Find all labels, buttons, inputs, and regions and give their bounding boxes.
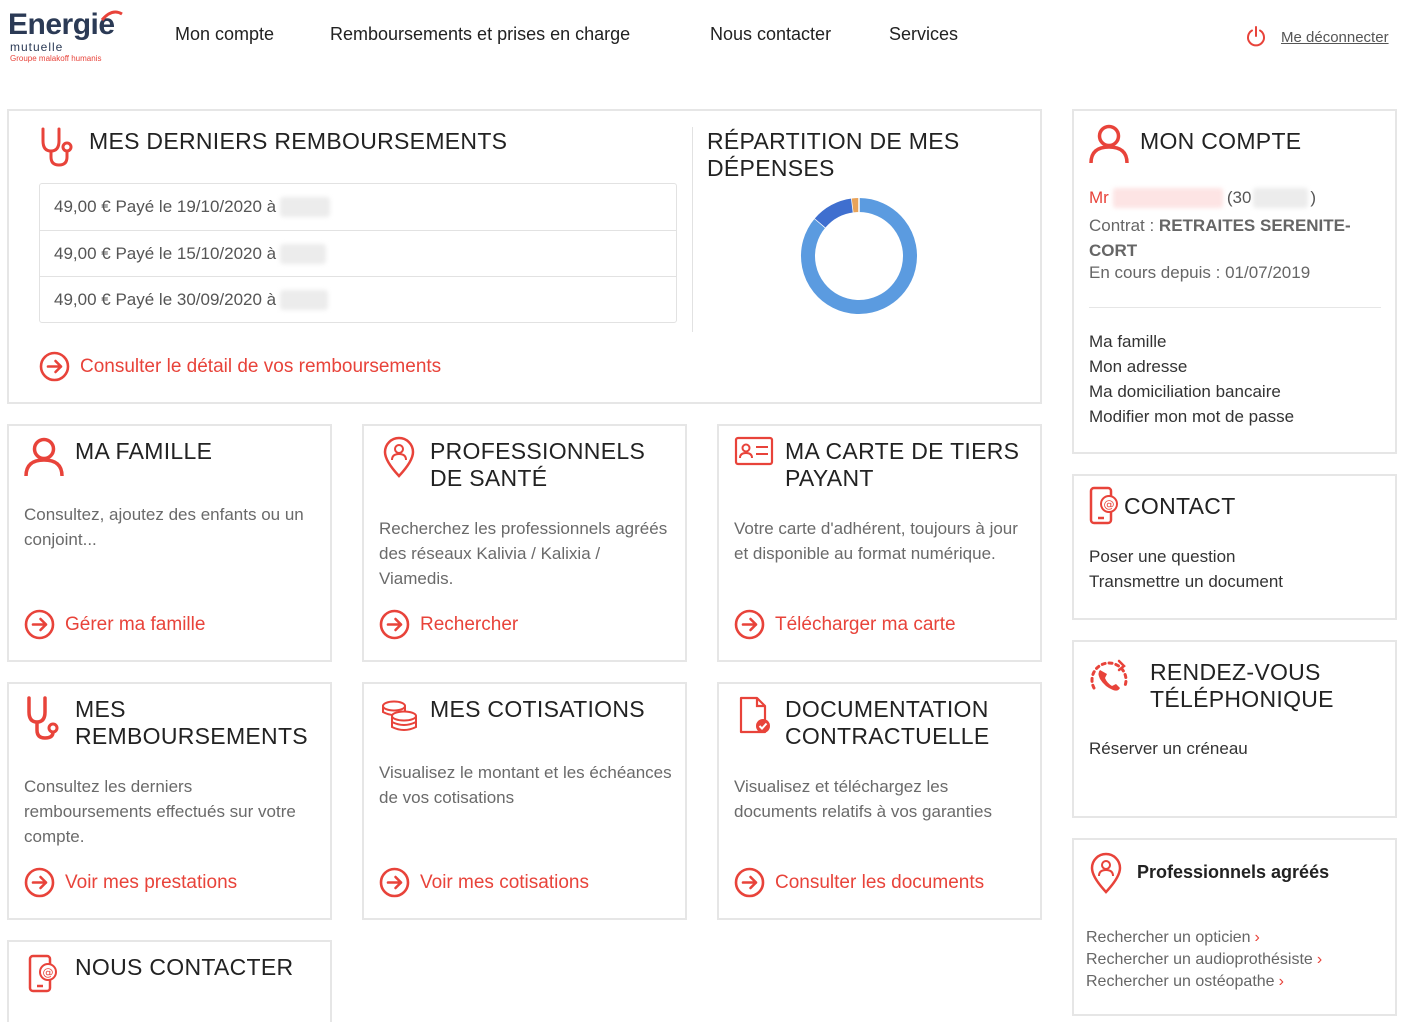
phone-mail-icon [27, 954, 59, 994]
pros-card [362, 424, 687, 662]
payment-row-redacted [280, 290, 328, 310]
cotis-cta-label: Voir mes cotisations [420, 871, 589, 893]
cotis-cta[interactable] [379, 867, 589, 898]
account-name-redacted [1113, 188, 1223, 208]
doc-cta-label: Consulter les documents [775, 871, 985, 893]
carte-card [717, 424, 1042, 662]
pros-cta-label: Rechercher [420, 613, 519, 635]
contact-side-title: CONTACT [1124, 493, 1236, 519]
last-payments-card [7, 109, 1042, 404]
account-paren-close: ) [1310, 188, 1317, 207]
account-title: MON COMPTE [1140, 128, 1302, 154]
user-icon [23, 436, 65, 478]
phone-callback-icon [1086, 658, 1132, 704]
map-pin-user-icon [1089, 852, 1123, 894]
last-payments-title: MES DERNIERS REMBOURSEMENTS [89, 128, 508, 154]
cotis-card [362, 682, 687, 920]
doc-desc: Visualisez et téléchargez les documents relatifs à vos garanties [734, 777, 992, 821]
id-card-icon [734, 436, 774, 466]
account-contract [1089, 213, 1384, 263]
arrow-circle-right-icon [379, 867, 410, 898]
account-divider [1089, 307, 1381, 308]
famille-card [7, 424, 332, 662]
rdv-card [1072, 640, 1397, 818]
nous-contacter-title: NOUS CONTACTER [75, 954, 294, 980]
logout-button[interactable] [1245, 26, 1389, 48]
link-osteopathe[interactable] [1086, 971, 1322, 993]
link-audio-label: Rechercher un audioprothésiste [1086, 951, 1313, 968]
remb-cta[interactable] [24, 867, 237, 898]
account-links [1089, 329, 1294, 429]
contract-value: RETRAITES SERENITE-CORT [1089, 216, 1351, 260]
donut-segment-1[interactable] [820, 205, 852, 223]
user-icon [1088, 123, 1130, 165]
chevron-right-icon: › [1316, 951, 1323, 968]
payment-row-text: 49,00 € Payé le 19/10/2020 à [54, 197, 277, 216]
pros-agrees-links [1086, 927, 1322, 993]
vertical-divider [692, 127, 693, 332]
account-civility: Mr [1089, 188, 1109, 207]
logo-swoosh-icon [100, 10, 124, 22]
contact-side-card [1072, 474, 1397, 620]
arrow-circle-right-icon [24, 867, 55, 898]
pros-desc: Recherchez les professionnels agréés des réseaux Kalivia / Kalixia / Viamedis. [379, 519, 668, 588]
arrow-circle-right-icon [734, 609, 765, 640]
doc-cta[interactable] [734, 867, 984, 898]
famille-desc: Consultez, ajoutez des enfants ou un conjoint... [24, 505, 304, 549]
nav-services[interactable]: Services [889, 24, 959, 44]
link-osteo-label: Rechercher un ostéopathe [1086, 973, 1275, 990]
famille-cta-label: Gérer ma famille [65, 613, 206, 635]
famille-cta[interactable] [24, 609, 205, 640]
arrow-circle-right-icon [379, 609, 410, 640]
doc-title: DOCUMENTATION CONTRACTUELLE [785, 696, 990, 749]
arrow-circle-right-icon [24, 609, 55, 640]
pros-cta[interactable] [379, 609, 518, 640]
account-name-line [1089, 188, 1316, 208]
link-domiciliation[interactable]: Ma domiciliation bancaire [1089, 382, 1281, 401]
coins-icon [380, 698, 420, 732]
pros-agrees-title: Professionnels agréés [1137, 862, 1330, 882]
power-icon [1245, 26, 1267, 48]
nous-contacter-card [7, 940, 332, 1022]
phone-mail-icon [1088, 486, 1120, 526]
logo-sub: mutuelle [10, 40, 64, 54]
document-check-icon [737, 696, 773, 736]
svg-text:@: @ [1103, 498, 1115, 511]
remb-card [7, 682, 332, 920]
payment-row-redacted [280, 197, 330, 217]
account-card [1072, 109, 1397, 454]
link-audioprothesiste[interactable] [1086, 949, 1322, 971]
payment-row[interactable] [40, 230, 676, 276]
arrow-circle-right-icon [39, 351, 70, 382]
arrow-circle-right-icon [734, 867, 765, 898]
logout-label: Me déconnecter [1281, 28, 1389, 46]
link-opticien[interactable] [1086, 927, 1322, 949]
expenses-title: RÉPARTITION DE MES DÉPENSES [707, 128, 960, 181]
nav-nous-contacter[interactable]: Nous contacter [710, 24, 832, 44]
payments-detail-link[interactable] [39, 351, 441, 382]
link-reserver-creneau[interactable]: Réserver un créneau [1089, 739, 1248, 758]
payment-row-redacted [280, 244, 326, 264]
payment-row[interactable] [40, 276, 676, 322]
map-pin-user-icon [382, 436, 416, 478]
payment-row-text: 49,00 € Payé le 15/10/2020 à [54, 243, 277, 263]
cotis-title: MES COTISATIONS [430, 696, 645, 722]
famille-title: MA FAMILLE [75, 438, 213, 464]
link-ma-famille[interactable]: Ma famille [1089, 332, 1167, 351]
stethoscope-icon [23, 694, 63, 744]
remb-title: MES REMBOURSEMENTS [75, 696, 308, 749]
account-paren-open: (30 [1226, 188, 1252, 207]
contract-label: Contrat : [1089, 216, 1159, 235]
nav-remboursements[interactable]: Remboursements et prises en charge [330, 24, 631, 44]
carte-cta[interactable] [734, 609, 956, 640]
contact-side-links [1089, 544, 1283, 594]
pros-title: PROFESSIONNELS DE SANTÉ [430, 438, 646, 491]
link-mon-adresse[interactable]: Mon adresse [1089, 357, 1188, 376]
svg-text:@: @ [42, 966, 54, 979]
remb-cta-label: Voir mes prestations [65, 871, 238, 893]
remb-desc: Consultez les derniers remboursements effectués sur votre compte. [24, 777, 296, 846]
link-poser-question[interactable]: Poser une question [1089, 547, 1236, 566]
chevron-right-icon: › [1278, 973, 1284, 990]
chevron-right-icon: › [1254, 929, 1260, 946]
payments-detail-label: Consulter le détail de vos remboursements [80, 355, 442, 377]
stethoscope-icon [37, 125, 77, 169]
account-id-redacted [1253, 188, 1308, 208]
link-transmettre-document[interactable]: Transmettre un document [1089, 572, 1284, 591]
doc-card [717, 682, 1042, 920]
carte-desc: Votre carte d'adhérent, toujours à jour et disponible au format numérique. [734, 519, 1018, 563]
link-opticien-label: Rechercher un opticien [1086, 929, 1251, 946]
payments-list [39, 183, 677, 323]
account-since: En cours depuis : 01/07/2019 [1089, 263, 1311, 282]
payment-row-text: 49,00 € Payé le 30/09/2020 à [54, 289, 277, 309]
logo-word: Energie [8, 8, 115, 41]
carte-title: MA CARTE DE TIERS PAYANT [785, 438, 1020, 491]
link-mot-de-passe[interactable]: Modifier mon mot de passe [1089, 407, 1295, 426]
rdv-title: RENDEZ-VOUS TÉLÉPHONIQUE [1150, 659, 1334, 712]
carte-cta-label: Télécharger ma carte [775, 613, 956, 635]
cotis-desc: Visualisez le montant et les échéances de vos cotisations [379, 763, 672, 807]
logo[interactable] [8, 8, 133, 68]
logo-group: Groupe malakoff humanis [10, 54, 102, 63]
payment-row[interactable] [40, 184, 676, 230]
pros-agrees-card [1072, 838, 1397, 1016]
nav-mon-compte[interactable]: Mon compte [175, 24, 275, 44]
expenses-donut-chart [799, 196, 919, 316]
